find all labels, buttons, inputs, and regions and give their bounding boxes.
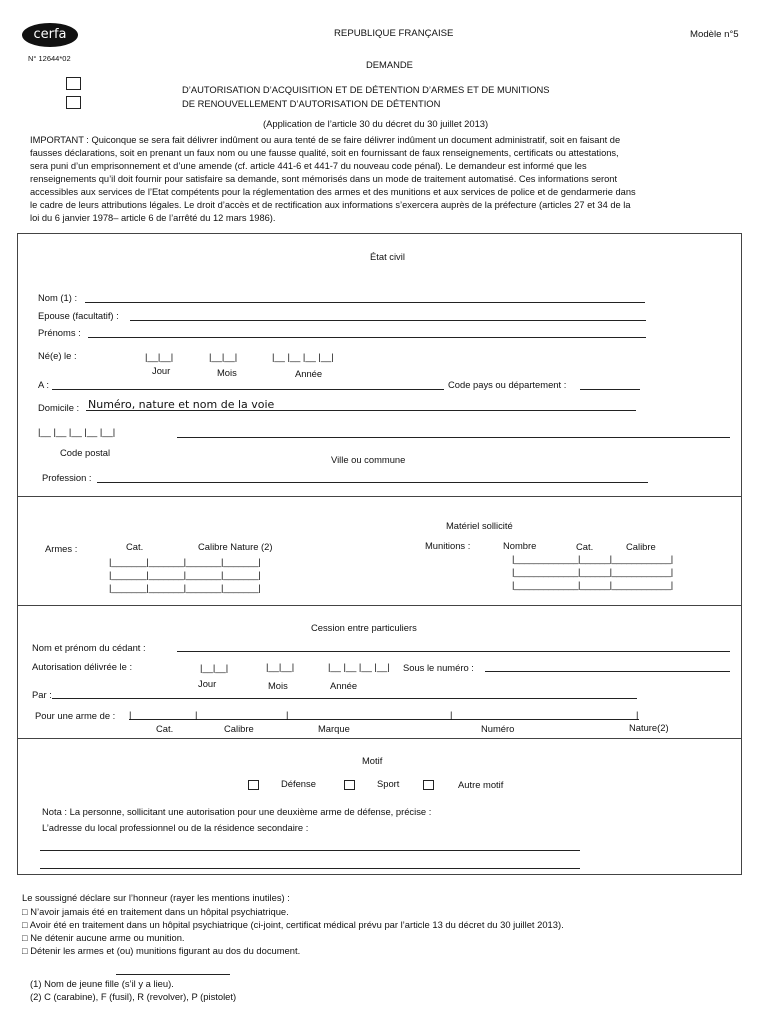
cedant-label: Nom et prénom du cédant :: [32, 642, 146, 653]
republic-heading: REPUBLIQUE FRANÇAISE: [334, 28, 454, 39]
option-renewal-label: DE RENOUVELLEMENT D’AUTORISATION DE DÉTENTION: [182, 98, 441, 109]
autre-motif-label: Autre motif: [458, 779, 504, 790]
prenoms-label: Prénoms :: [38, 327, 81, 338]
autre-motif-checkbox[interactable]: [423, 780, 434, 790]
arme-separator: |: [636, 709, 639, 720]
important-line: IMPORTANT : Quiconque se sera fait délivrer indûment ou aura tenté de se faire délivrer indûment un document administratif, soit en faisant de: [30, 135, 621, 145]
important-line: le cadre de leurs attributions légales. Le droit d’accès et de rectification aux informations s’exercera auprès de la préfecture (articles 27 et 34 de la: [30, 200, 631, 210]
arm-row[interactable]: |_______|_______|_______|_______|: [109, 582, 261, 593]
munition-row[interactable]: |_____________|______|____________|: [512, 553, 673, 564]
declaration-item[interactable]: □ Avoir été en traitement dans un hôpital psychiatrique (ci-joint, certificat médical prévu par l’article 13 du décret du 30 juillet 2013).: [22, 919, 564, 930]
arme-marque-label: Marque: [318, 723, 350, 734]
important-paragraph: [30, 134, 728, 225]
birthplace-field[interactable]: [52, 389, 444, 390]
mun-nombre-header: Nombre: [503, 540, 537, 551]
code-postal-label: Code postal: [60, 447, 111, 458]
arme-label: Pour une arme de :: [35, 710, 116, 721]
cession-jour-label: Jour: [198, 678, 217, 689]
arme-calibre-label: Calibre: [224, 723, 254, 734]
adresse-label: L’adresse du local professionnel ou de la résidence secondaire :: [42, 822, 309, 833]
profession-field[interactable]: [97, 482, 648, 483]
birth-month-field[interactable]: |__|__|: [209, 351, 238, 362]
cession-annee-label: Année: [330, 680, 358, 691]
cerfa-logo: cerfa: [22, 23, 78, 47]
code-pays-label: Code pays ou département :: [448, 379, 567, 390]
armes-label: Armes :: [45, 543, 78, 554]
nota-text: Nota : La personne, sollicitant une autorisation pour une deuxième arme de défense, précise :: [42, 806, 432, 817]
motif-title: Motif: [362, 755, 383, 766]
acquisition-checkbox[interactable]: [66, 77, 81, 90]
materiel-title: Matériel sollicité: [446, 520, 513, 531]
important-line: fausses déclarations, soit en prenant un faux nom ou une fausse qualité, soit en fournissant de faux renseignements, certificats ou attestations,: [30, 148, 619, 158]
footnote-1: (1) Nom de jeune fille (s’il y a lieu).: [30, 978, 174, 989]
birth-year-field[interactable]: |__ |__ |__ |__|: [272, 351, 334, 362]
cession-mois-label: Mois: [268, 680, 288, 691]
arm-row[interactable]: |_______|_______|_______|_______|: [109, 556, 261, 567]
footnote-separator: [116, 974, 230, 975]
auth-month-field[interactable]: |__|__|: [266, 661, 295, 672]
defense-label: Défense: [281, 778, 316, 789]
munition-row[interactable]: |_____________|______|____________|: [512, 579, 673, 590]
sport-label: Sport: [377, 778, 400, 789]
nom-field[interactable]: [85, 302, 645, 303]
request-heading: DEMANDE: [366, 59, 413, 70]
epouse-label: Epouse (facultatif) :: [38, 310, 119, 321]
mois-label: Mois: [217, 367, 237, 378]
sous-numero-label: Sous le numéro :: [403, 662, 474, 673]
jour-label: Jour: [152, 365, 171, 376]
mun-cat-header: Cat.: [576, 541, 594, 552]
arme-separator: |: [129, 709, 132, 720]
important-line: accessibles aux services de l’Etat compétents pour la réglementation des armes et des munitions et aux services de police et de gendarmerie dans: [30, 187, 636, 197]
model-number: Modèle n°5: [690, 29, 739, 40]
arme-cat-label: Cat.: [156, 723, 174, 734]
cedant-field[interactable]: [177, 651, 730, 652]
arme-separator: |: [195, 709, 198, 720]
etat-civil-title: État civil: [370, 251, 405, 262]
par-field[interactable]: [52, 698, 637, 699]
par-label: Par :: [32, 689, 52, 700]
adresse-field-line-2[interactable]: [40, 868, 580, 869]
arme-field[interactable]: [129, 719, 639, 720]
adresse-field-line-1[interactable]: [40, 850, 580, 851]
renewal-checkbox[interactable]: [66, 96, 81, 109]
auth-year-field[interactable]: |__ |__ |__ |__|: [328, 661, 390, 672]
declaration-item[interactable]: □ Détenir les armes et (ou) munitions figurant au dos du document.: [22, 945, 301, 956]
ne-le-label: Né(e) le :: [38, 350, 77, 361]
munition-row[interactable]: |_____________|______|____________|: [512, 566, 673, 577]
application-note: (Application de l’article 30 du décret du 30 juillet 2013): [263, 118, 489, 129]
profession-label: Profession :: [42, 472, 92, 483]
domicile-label: Domicile :: [38, 402, 80, 413]
arme-separator: |: [286, 709, 289, 720]
ville-label: Ville ou commune: [331, 454, 406, 465]
important-line: renseignements qu’il doit fournir pour satisfaire sa demande, sont mémorisés dans un mode de traitement automatisé. Ces informations seront: [30, 174, 618, 184]
arme-nature-label: Nature(2): [629, 722, 669, 733]
a-label: A :: [38, 379, 49, 390]
important-line: loi du 6 janvier 1978– article 6 de l’arrêté du 12 mars 1986).: [30, 213, 276, 223]
city-field[interactable]: [177, 437, 730, 438]
arme-separator: |: [450, 709, 453, 720]
arme-numero-label: Numéro: [481, 723, 515, 734]
mun-calibre-header: Calibre: [626, 541, 656, 552]
declaration-item[interactable]: □ N’avoir jamais été en traitement dans un hôpital psychiatrique.: [22, 906, 289, 917]
footnote-2: (2) C (carabine), F (fusil), R (revolver), P (pistolet): [30, 991, 237, 1002]
declaration-item[interactable]: □ Ne détenir aucune arme ou munition.: [22, 932, 185, 943]
munitions-label: Munitions :: [425, 540, 471, 551]
option-acquisition-label: D’AUTORISATION D’ACQUISITION ET DE DÉTENTION D’ARMES ET DE MUNITIONS: [182, 84, 550, 95]
sous-numero-field[interactable]: [485, 671, 730, 672]
annee-label: Année: [295, 368, 323, 379]
auth-day-field[interactable]: |__|__|: [200, 662, 229, 673]
postal-code-field[interactable]: |__ |__ |__ |__ |__|: [38, 426, 116, 437]
nom-label: Nom (1) :: [38, 292, 78, 303]
cession-title: Cession entre particuliers: [311, 622, 417, 633]
form-number: N° 12644*02: [28, 54, 71, 63]
birth-day-field[interactable]: |__|__|: [145, 351, 174, 362]
arm-calibre-nature-header: Calibre Nature (2): [198, 541, 273, 552]
sport-checkbox[interactable]: [344, 780, 355, 790]
epouse-field[interactable]: [130, 320, 646, 321]
arm-row[interactable]: |_______|_______|_______|_______|: [109, 569, 261, 580]
arm-cat-header: Cat.: [126, 541, 144, 552]
domicile-value[interactable]: Numéro, nature et nom de la voie: [88, 398, 275, 411]
prenoms-field[interactable]: [88, 337, 646, 338]
defense-checkbox[interactable]: [248, 780, 259, 790]
declaration-intro: Le soussigné déclare sur l’honneur (rayer les mentions inutiles) :: [22, 892, 290, 903]
autorisation-label: Autorisation délivrée le :: [32, 661, 133, 672]
code-pays-field[interactable]: [580, 389, 640, 390]
important-line: sera puni d’un emprisonnement et d’une amende (cf. article 441-6 et 441-7 du nouveau code pénal). Le demandeur est informé que les: [30, 161, 587, 171]
